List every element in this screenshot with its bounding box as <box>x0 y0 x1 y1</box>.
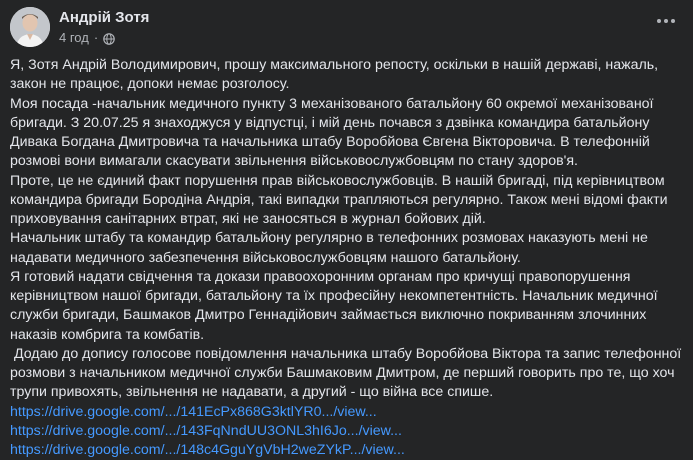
post-timestamp[interactable]: 4 год <box>59 30 89 45</box>
avatar-photo-icon <box>10 7 50 47</box>
post-subline <box>59 29 149 46</box>
more-horizontal-icon <box>656 18 676 24</box>
post-paragraph: Додаю до допису голосове повідомлення начальника штабу Воробйова Віктора та запис телефонної розмови з начальником медичної служби Башмаковим Дмитром, де перший говорить про те, що хоч трупи привохять, звільнення не надавати, а другий - що війна все спише. <box>10 345 686 401</box>
globe-icon <box>103 32 115 44</box>
post-paragraph: Я готовий надати свідчення та докази правоохоронним органам про кричущі правопорушення керівництвом нашої бригади, батальйону та їх професійну некомпетентність. Начальник медичної служби бригади, Башмаков Дмитро Геннадійович займається виключно покриванням злочинних наказів комбрига та комбатів. <box>10 268 662 343</box>
post-header <box>10 6 149 48</box>
author-name[interactable]: Андрій Зотя <box>59 9 150 26</box>
drive-link-3[interactable]: https://drive.google.com/.../148c4GguYgVbH2weZYkP.../view... <box>10 442 405 458</box>
post-body <box>10 56 686 460</box>
drive-link-1[interactable]: https://drive.google.com/.../141EcPx868G3ktlYR0.../view... <box>10 403 377 420</box>
post-paragraph: Начальник штабу та командир батальйону регулярно в телефонних розмовах наказують мені не надавати медичного забезпечення військовослужбовцям нашого батальйону. <box>10 230 652 266</box>
separator-dot: · <box>93 30 99 45</box>
drive-link-2[interactable]: https://drive.google.com/.../143FqNndUU3ONL3hI6Jo.../view... <box>10 422 402 439</box>
post-paragraph: Моя посада -начальник медичного пункту 3 механізованого батальйону 60 окремої механізованої бригади. З 20.07.25 я знаходжуся у відпустці, і мій день почався з дзвінка командира батальйону Дивака Богдана Дмитровича та начальника штабу Воробйова Євгена Вікторовича. В телефонній розмові вони вимагали скасувати звільнення військовослужбовцям по стану здоров'я. <box>10 95 658 170</box>
avatar[interactable] <box>10 7 50 47</box>
post-paragraph: Я, Зотя Андрій Володимирович, прошу максимального репосту, оскільки в нашій державі, нажаль, закон не працює, допоки немає розголосу. <box>10 57 663 93</box>
post-paragraph: Проте, це не єдиний факт порушення прав військовослужбовців. В нашій бригаді, під керівництвом командира бригади Бородіна Андрія, такі випадки трапляються регулярно. Також мені відомі факти приховування санітарних втрат, які не заносяться в журнал бойових дій. <box>10 172 672 227</box>
more-options-button[interactable] <box>651 10 681 32</box>
post-meta <box>59 8 149 46</box>
